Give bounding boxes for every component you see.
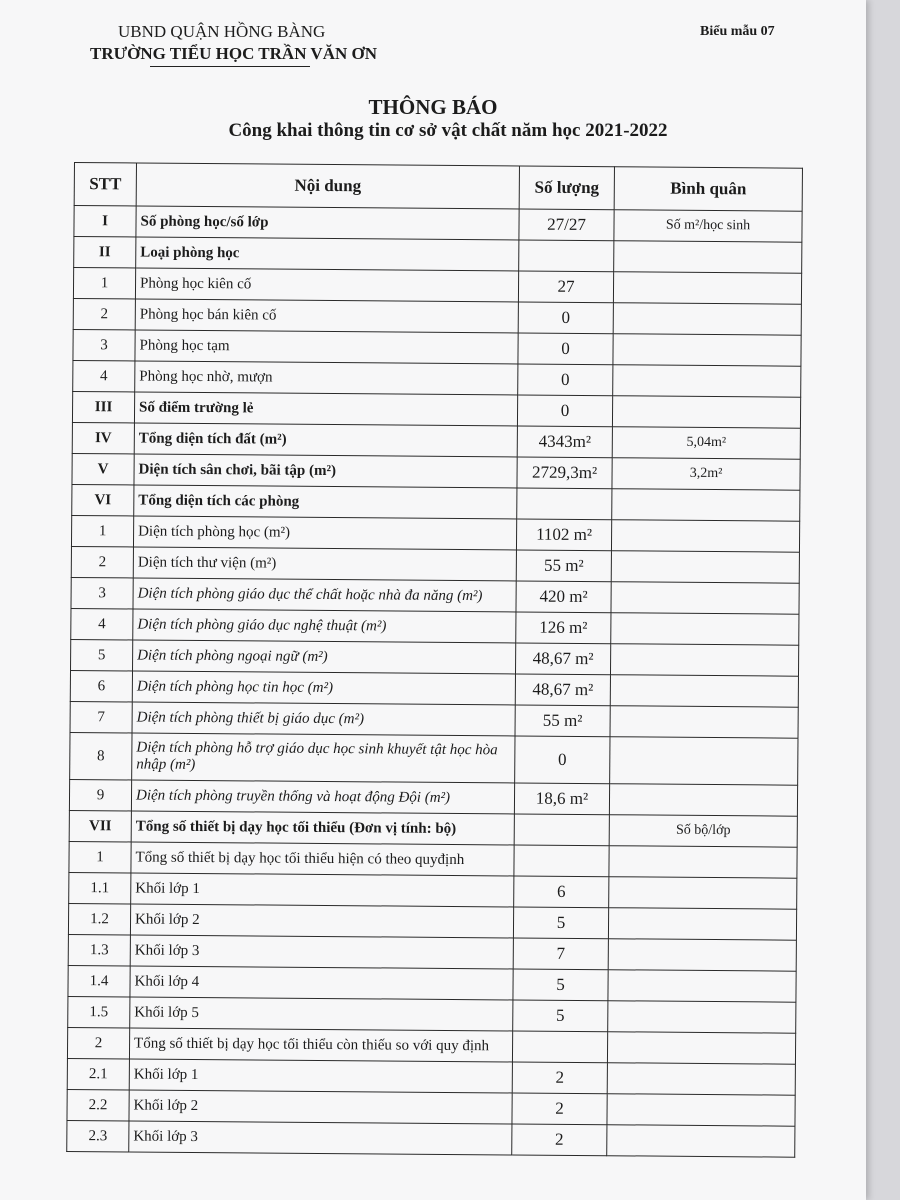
row-content: Diện tích phòng học tin học (m²) (132, 671, 515, 705)
school-name: TRƯỜNG TIỂU HỌC TRẦN VĂN ƠN (90, 44, 377, 63)
row-stt: IV (72, 422, 134, 453)
agency-name: UBND QUẬN HỒNG BÀNG (118, 22, 326, 41)
row-average (613, 272, 801, 304)
row-stt: 7 (70, 701, 132, 732)
row-average (612, 489, 800, 521)
row-stt: 2.2 (67, 1089, 129, 1120)
document-subtitle: Công khai thông tin cơ sở vật chất năm học 2021-2022 (228, 120, 668, 141)
row-content: Tổng số thiết bị dạy học tối thiểu còn thiếu so với quy định (129, 1028, 512, 1062)
row-average (609, 846, 797, 878)
row-quantity: 0 (518, 364, 613, 396)
row-content: Phòng học nhờ, mượn (135, 361, 518, 395)
row-content: Khối lớp 2 (130, 904, 513, 938)
row-stt: I (74, 206, 136, 237)
row-quantity: 420 m² (516, 581, 611, 613)
row-average (608, 908, 796, 940)
row-quantity: 2 (512, 1093, 607, 1125)
row-stt: 2.3 (67, 1120, 129, 1151)
row-quantity: 48,67 m² (515, 643, 610, 675)
row-quantity (519, 240, 614, 272)
row-quantity: 1102 m² (516, 519, 611, 551)
row-average (608, 970, 796, 1002)
row-average (611, 613, 799, 645)
form-number: Biểu mẫu 07 (700, 24, 775, 39)
row-stt: 2 (71, 546, 133, 577)
row-content: Khối lớp 3 (129, 1121, 512, 1155)
row-content: Diện tích phòng thiết bị giáo dục (m²) (132, 702, 515, 736)
row-content: Tổng số thiết bị dạy học tối thiểu hiện có theo quyđịnh (131, 842, 514, 876)
row-content: Phòng học bán kiên cố (135, 299, 518, 333)
row-average: 5,04m² (612, 427, 800, 459)
row-stt: 1 (69, 841, 131, 872)
row-average (611, 520, 799, 552)
row-quantity: 27 (518, 271, 613, 303)
row-quantity: 55 m² (516, 550, 611, 582)
row-content: Tổng diện tích đất (m²) (134, 423, 517, 457)
row-quantity: 48,67 m² (515, 674, 610, 706)
row-quantity: 0 (517, 395, 612, 427)
row-stt: V (72, 453, 134, 484)
row-content: Diện tích sân chơi, bãi tập (m²) (134, 454, 517, 488)
row-stt: 1.5 (68, 996, 130, 1027)
row-average (609, 784, 797, 816)
row-average (613, 334, 801, 366)
row-stt: 1 (71, 515, 133, 546)
row-quantity: 5 (513, 969, 608, 1001)
header-quantity: Số lượng (519, 166, 614, 210)
row-stt: 8 (70, 732, 132, 779)
row-content: Diện tích phòng giáo dục nghệ thuật (m²) (133, 609, 516, 643)
row-quantity (514, 814, 609, 846)
row-content: Diện tích phòng hỗ trợ giáo dục học sinh khuyết tật học hòa nhập (m²) (132, 733, 515, 783)
row-average (610, 644, 798, 676)
row-content: Diện tích phòng giáo dục thể chất hoặc nhà đa năng (m²) (133, 578, 516, 612)
row-average (612, 396, 800, 428)
row-stt: 1 (73, 268, 135, 299)
row-average (613, 303, 801, 335)
row-content: Phòng học tạm (135, 330, 518, 364)
row-quantity: 5 (513, 907, 608, 939)
table-body (67, 206, 802, 1158)
row-stt: II (74, 237, 136, 268)
row-stt: III (72, 391, 134, 422)
row-content: Phòng học kiên cố (135, 268, 518, 302)
row-average (611, 551, 799, 583)
row-quantity: 55 m² (515, 705, 610, 737)
table-row (67, 1120, 795, 1157)
row-average (607, 1094, 795, 1126)
row-average (609, 877, 797, 909)
row-content: Diện tích phòng truyền thống và hoạt động Đội (m²) (131, 780, 514, 814)
row-content: Diện tích phòng học (m²) (133, 516, 516, 550)
row-stt: 1.3 (68, 934, 130, 965)
row-content: Số điểm trường lẻ (134, 392, 517, 426)
row-average (607, 1125, 795, 1157)
row-content: Loại phòng học (136, 237, 519, 271)
row-average (608, 1001, 796, 1033)
row-quantity: 0 (515, 736, 610, 784)
row-quantity: 27/27 (519, 209, 614, 241)
row-quantity (512, 1031, 607, 1063)
row-quantity: 2729,3m² (517, 457, 612, 489)
row-quantity (517, 488, 612, 520)
row-content: Số phòng học/số lớp (136, 206, 519, 240)
row-average (608, 939, 796, 971)
row-stt: 4 (73, 360, 135, 391)
row-average: Số bộ/lớp (609, 815, 797, 847)
row-content: Khối lớp 5 (130, 997, 513, 1031)
row-average (607, 1032, 795, 1064)
document-title: THÔNG BÁO (368, 95, 498, 119)
row-content: Diện tích phòng ngoại ngữ (m²) (133, 640, 516, 674)
header-average: Bình quân (614, 167, 802, 211)
row-average (614, 241, 802, 273)
row-content: Diện tích thư viện (m²) (133, 547, 516, 581)
row-stt: 3 (73, 329, 135, 360)
row-content: Khối lớp 4 (130, 966, 513, 1000)
row-average: 3,2m² (612, 458, 800, 490)
row-quantity: 18,6 m² (514, 783, 609, 815)
row-stt: VII (69, 810, 131, 841)
row-content: Khối lớp 2 (129, 1090, 512, 1124)
row-quantity: 6 (514, 876, 609, 908)
facilities-table (66, 162, 803, 1158)
row-quantity: 126 m² (516, 612, 611, 644)
row-stt: 2 (73, 298, 135, 329)
row-average (607, 1063, 795, 1095)
row-stt: 2 (67, 1027, 129, 1058)
row-content: Khối lớp 3 (130, 935, 513, 969)
row-stt: VI (72, 484, 134, 515)
row-quantity: 2 (512, 1062, 607, 1094)
school-underline (150, 66, 310, 67)
row-quantity: 0 (518, 302, 613, 334)
row-content: Khối lớp 1 (131, 873, 514, 907)
row-average (610, 737, 798, 785)
table-row (70, 732, 798, 785)
row-quantity: 5 (513, 1000, 608, 1032)
row-average: Số m²/học sinh (614, 210, 802, 242)
row-average (611, 582, 799, 614)
row-stt: 1.1 (69, 872, 131, 903)
row-stt: 3 (71, 577, 133, 608)
row-content: Khối lớp 1 (129, 1059, 512, 1093)
row-content: Tổng số thiết bị dạy học tối thiểu (Đơn vị tính: bộ) (131, 811, 514, 845)
row-average (610, 675, 798, 707)
row-quantity: 7 (513, 938, 608, 970)
row-average (610, 706, 798, 738)
row-stt: 1.2 (68, 903, 130, 934)
row-quantity: 2 (512, 1124, 607, 1156)
row-quantity (514, 845, 609, 877)
row-average (613, 365, 801, 397)
row-quantity: 0 (518, 333, 613, 365)
row-stt: 6 (70, 670, 132, 701)
row-stt: 2.1 (67, 1058, 129, 1089)
table-header-row (74, 163, 802, 212)
row-quantity: 4343m² (517, 426, 612, 458)
header-stt: STT (74, 163, 136, 206)
header-content: Nội dung (136, 163, 519, 209)
row-stt: 5 (71, 639, 133, 670)
row-stt: 1.4 (68, 965, 130, 996)
row-content: Tổng diện tích các phòng (134, 485, 517, 519)
row-stt: 4 (71, 608, 133, 639)
row-stt: 9 (69, 779, 131, 810)
